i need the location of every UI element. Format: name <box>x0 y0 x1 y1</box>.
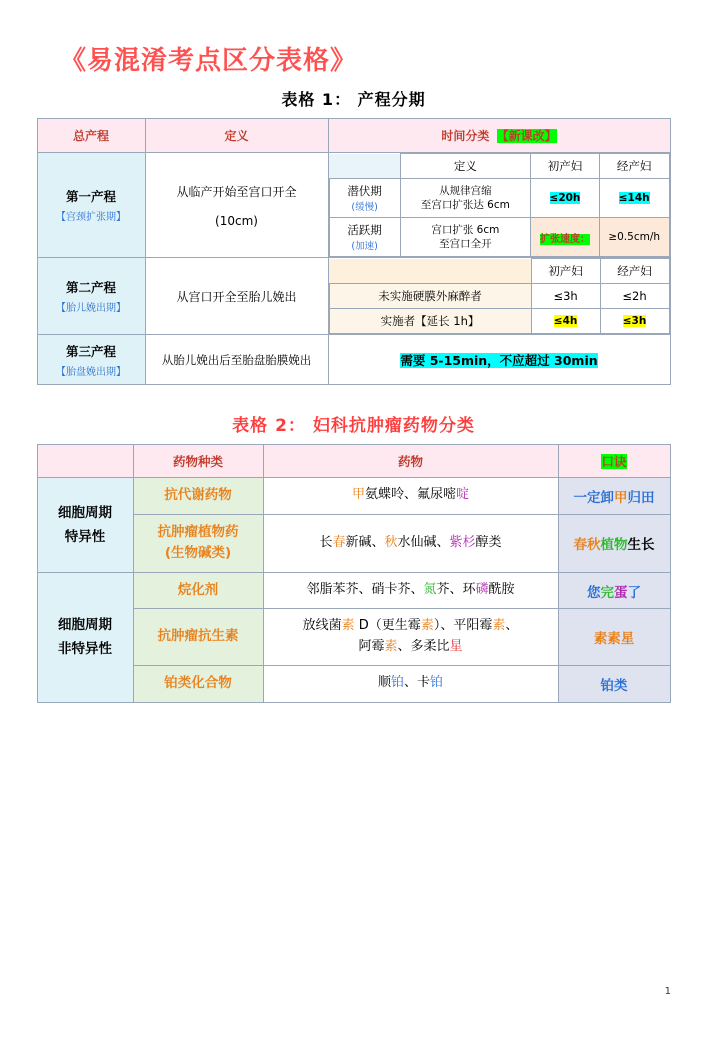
epidural-primipara-cell <box>531 309 600 334</box>
no-epidural-multipara: ≤2h <box>600 284 669 309</box>
drug-text-part: 长 <box>319 534 333 550</box>
inner-row-epidural <box>329 309 669 334</box>
stage-2-cell <box>37 258 145 335</box>
table-row <box>37 258 670 335</box>
epidural-primipara: ≤4h <box>553 315 578 327</box>
latent-multipara-value: ≤14h <box>618 192 650 204</box>
drug-text-part: 、多柔比 <box>397 639 450 655</box>
stage-3-definition <box>145 335 328 385</box>
drug-text-part: 素 <box>384 639 398 655</box>
mnemonic-platinum <box>558 665 670 702</box>
inner-blank-cell <box>329 259 531 284</box>
latent-phase-definition <box>400 179 530 218</box>
table2-caption: 表格 2： 妇科抗肿瘤药物分类 <box>232 416 475 436</box>
document-page <box>0 40 707 1039</box>
drug-text-part: 氮 <box>423 582 437 598</box>
mnemonic-part: 生长 <box>627 537 655 554</box>
epidural-multipara-cell <box>600 309 669 334</box>
table-row <box>37 153 670 258</box>
inner-header-multipara: 经产妇 <box>600 259 669 284</box>
mnemonic-part: 甲 <box>614 489 628 506</box>
drug-class-line2: (生物碱类) <box>164 545 232 562</box>
stage-2-sub: 【胎儿娩出期】 <box>56 303 126 314</box>
drug-text-part: 氨蝶呤、氟尿嘧 <box>364 487 456 503</box>
stage-1-cell <box>37 153 145 258</box>
header-mnemonic <box>558 445 670 478</box>
drug-text-part: ）、平阳霉 <box>433 618 493 634</box>
table-header-row <box>37 445 670 478</box>
drug-text-part: D（更生霉 <box>354 618 421 634</box>
mnemonic-part: 春秋 <box>573 537 601 554</box>
inner-header-multipara: 经产妇 <box>599 154 669 179</box>
stage-3-name: 第三产程 <box>65 343 116 359</box>
active-speed-value-cell <box>599 218 669 257</box>
latent-primipara-cell <box>531 179 600 218</box>
drug-text-part: 素 <box>341 618 355 634</box>
mnemonic-part: 您 <box>587 584 601 601</box>
stage-1-def-line1: 从临产开始至宫口开全 <box>176 184 297 199</box>
header-mnemonic-text: 口诀 <box>601 454 627 469</box>
drug-text-part: 甲 <box>351 487 365 503</box>
mnemonic-plant-alkaloid <box>558 514 670 572</box>
mnemonic-antimetabolite <box>558 478 670 515</box>
inner-row-active <box>329 218 669 257</box>
header-badge-new-syllabus: 【新课改】 <box>496 129 557 143</box>
labor-stages-table <box>37 118 671 385</box>
header-drugs: 药物 <box>263 445 558 478</box>
latent-def-line2: 至宫口扩张达 6cm <box>420 199 510 211</box>
epidural-multipara: ≤3h <box>622 315 647 327</box>
drug-text-part: 啶 <box>456 487 470 503</box>
drug-text-part: 顺 <box>377 675 391 691</box>
drug-text-part: 酰胺 <box>488 582 515 598</box>
drug-class-antibiotic: 抗肿瘤抗生素 <box>133 609 263 666</box>
stage-1-definition <box>145 153 328 258</box>
drug-text-part: 春 <box>332 534 346 550</box>
drug-line-2 <box>268 637 554 658</box>
category-cell-cycle-specific <box>37 478 133 573</box>
inner-blank-cell <box>329 154 400 179</box>
drug-text-part: 星 <box>449 639 463 655</box>
drug-text-part: 芥、环 <box>436 582 476 598</box>
stage-1-inner-table <box>329 153 670 257</box>
latent-def-line1: 从规律宫缩 <box>439 184 492 197</box>
page-number: 1 <box>664 986 671 997</box>
active-speed-text: 扩张速度： <box>539 233 590 245</box>
drug-text-part: 素 <box>420 618 434 634</box>
header-blank <box>37 445 133 478</box>
category-line1: 细胞周期 <box>58 616 112 633</box>
drug-text-part: 醇类 <box>475 534 502 550</box>
no-epidural-label: 未实施硬膜外麻醉者 <box>329 284 531 309</box>
inner-row-latent <box>329 179 669 218</box>
drug-list-antimetabolite <box>263 478 558 515</box>
stage-3-cell <box>37 335 145 385</box>
stage-3-time <box>328 335 670 385</box>
header-total-labor: 总产程 <box>37 119 145 153</box>
table-header-row <box>37 119 670 153</box>
mnemonic-part: 素素星 <box>593 631 635 648</box>
inner-header-row <box>329 154 669 179</box>
drug-text-part: 紫杉 <box>449 534 476 550</box>
drug-list-plant-alkaloid <box>263 514 558 572</box>
stage-1-sub: 【宫颈扩张期】 <box>56 212 126 223</box>
no-epidural-primipara: ≤3h <box>531 284 600 309</box>
active-phase-note: (加速) <box>351 241 378 252</box>
stage-1-def-line2: (10cm) <box>215 213 258 228</box>
latent-primipara-value: ≤20h <box>549 192 581 204</box>
drug-text-part: 水仙碱、 <box>397 534 450 550</box>
mnemonic-part: 一定卸 <box>573 489 614 506</box>
drug-text-part: 、 <box>505 618 519 634</box>
active-phase-name: 活跃期 <box>347 223 382 237</box>
drug-text-part: 铂 <box>390 675 404 691</box>
drug-class-line1: 抗肿瘤植物药 <box>157 523 239 540</box>
category-line2: 特异性 <box>64 528 106 545</box>
stage-3-sub: 【胎盘娩出期】 <box>56 366 126 378</box>
drug-class-antimetabolite: 抗代谢药物 <box>133 478 263 515</box>
inner-header-row <box>329 259 669 284</box>
drug-class-plant-alkaloid <box>133 514 263 572</box>
category-line1: 细胞周期 <box>58 504 112 521</box>
epidural-label: 实施者【延长 1h】 <box>329 309 531 334</box>
active-speed-label <box>531 218 600 257</box>
drug-text-part: 阿霉 <box>358 639 385 655</box>
inner-header-primipara: 初产妇 <box>531 154 600 179</box>
stage-2-def-line1: 从宫口开全至胎儿娩出 <box>176 289 297 304</box>
active-def-line1: 宫口扩张 6cm <box>431 223 500 236</box>
table-row <box>37 572 670 609</box>
drug-text-part: 素 <box>492 618 506 634</box>
latent-phase-label <box>329 179 400 218</box>
drug-list-platinum <box>263 665 558 702</box>
latent-phase-note: (缓慢) <box>351 202 378 213</box>
mnemonic-part: 铂类 <box>600 677 628 694</box>
stage-1-time-classification <box>328 153 670 258</box>
stage-3-def-line1: 从胎儿娩出后至胎盘胎膜娩出 <box>161 352 312 367</box>
category-cell-cycle-nonspecific <box>37 572 133 702</box>
antitumor-drugs-table <box>37 444 671 703</box>
drug-text-part: 磷 <box>475 582 489 598</box>
table1-caption: 表格 1： 产程分期 <box>281 90 426 109</box>
stage-2-time-classification <box>328 258 670 335</box>
mnemonic-part: 完 <box>600 584 614 601</box>
latent-phase-name: 潜伏期 <box>347 184 382 198</box>
drug-text-part: 放线菌 <box>302 618 342 634</box>
inner-header-primipara: 初产妇 <box>531 259 600 284</box>
drug-class-platinum: 铂类化合物 <box>133 665 263 702</box>
category-line2: 非特异性 <box>58 641 112 658</box>
drug-text-part: 新碱、 <box>345 534 385 550</box>
mnemonic-part: 归田 <box>627 489 655 506</box>
active-phase-definition <box>400 218 530 257</box>
active-phase-label <box>329 218 400 257</box>
active-def-line2: 至宫口全开 <box>439 238 492 250</box>
drug-text-part: 、卡 <box>404 675 431 691</box>
header-time-classification <box>328 119 670 153</box>
stage-2-definition <box>145 258 328 335</box>
inner-row-no-epidural <box>329 284 669 309</box>
table-row <box>37 478 670 515</box>
active-speed-value: ≥0.5cm/h <box>608 231 661 243</box>
drug-line-1 <box>268 616 554 637</box>
drug-list-antibiotic <box>263 609 558 666</box>
drug-text-part: 铂 <box>430 675 444 691</box>
stage-2-inner-table <box>329 258 670 334</box>
inner-header-definition: 定义 <box>400 154 530 179</box>
drug-text-part: 邻脂苯芥、硝卡芥、 <box>306 582 424 598</box>
stage-2-name: 第二产程 <box>65 280 116 295</box>
mnemonic-part: 植物 <box>600 537 628 554</box>
drug-text-part: 秋 <box>384 534 398 550</box>
header-drug-class: 药物种类 <box>133 445 263 478</box>
header-definition: 定义 <box>145 119 328 153</box>
stage-1-name: 第一产程 <box>65 189 116 204</box>
header-time-text: 时间分类 <box>441 129 490 143</box>
mnemonic-part: 了 <box>627 584 641 601</box>
stage-3-time-value: 需要 5-15min，不应超过 30min <box>400 352 598 368</box>
mnemonic-antibiotic <box>558 609 670 666</box>
drug-class-alkylating: 烷化剂 <box>133 572 263 609</box>
latent-multipara-cell <box>599 179 669 218</box>
drug-list-alkylating <box>263 572 558 609</box>
table-row <box>37 335 670 385</box>
mnemonic-alkylating <box>558 572 670 609</box>
mnemonic-part: 蛋 <box>614 584 628 601</box>
document-title: 《易混淆考点区分表格》 <box>60 46 358 76</box>
